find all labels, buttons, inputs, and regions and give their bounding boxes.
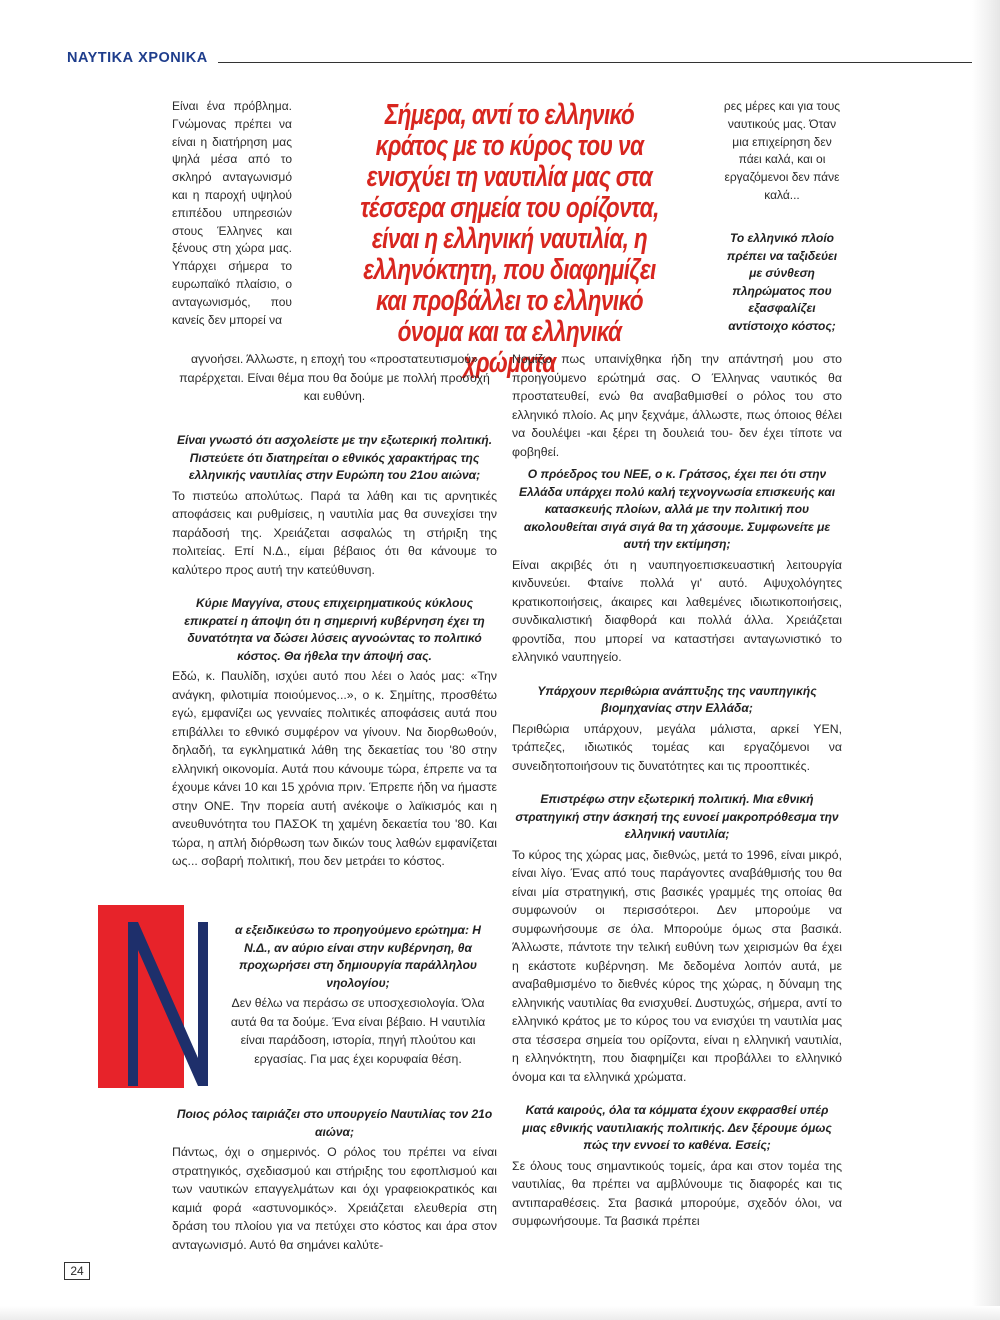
question: Κατά καιρούς, όλα τα κόμματα έχουν εκφρασθεί υπέρ μιας εθνικής ναυτιλιακής πολιτικής. Δεν ξέρουμε όμως πώς την εννοεί το καθένα. Εσείς; <box>522 1103 832 1152</box>
right-intro-answer: Νομίζω πως υπαινίχθηκα ήδη την απάντησή μου στο προηγούμενο ερώτημά σας. Ο Έλληνας ναυτικός θα προστατευθεί, ενώ θα αναβαθμισθεί ο ρόλος του στο ελληνικό πλοίο. Ας μην ξεχνάμε, άλλωστε, πως όποιος θέλει να δουλέψει -και ξέρει τη δουλειά του- δεν έχει τίποτε να φοβηθεί. <box>512 352 842 459</box>
left-final-qa <box>172 1106 497 1254</box>
answer: Δεν θέλω να περάσω σε υποσχεσιολογία. Όλα αυτά θα τα δούμε. Ένα είναι βέβαιο. Η ναυτιλία είναι παράδοση, ιστορία, πηγή πλούτου και εργασίας. Για μας έχει κορυφαία θέση. <box>230 996 486 1066</box>
drop-qa-block <box>222 922 494 1068</box>
question: Είναι γνωστό ότι ασχολείστε με την εξωτερική πολιτική. Πιστεύετε ότι διατηρείται ο εθνικός χαρακτήρας της ελληνικής ναυτιλίας στην Ευρώπη του 21ου αιώνα; <box>176 433 493 482</box>
pull-quote: Σήμερα, αντί το ελληνικό κράτος με το κύρος του να ενισχύει τη ναυτιλία μας στα τέσσερα σημεία του ορίζοντα, είναι η ελληνική ναυτιλία, η ελληνόκτητη, που διαφημίζει και προβάλλει το ελληνικό όνομα και τα ελληνικά χρώματα <box>360 99 659 379</box>
left-intro-narrow: Είναι ένα πρόβλημα. Γνώμονας πρέπει να είναι η διατήρηση μας ψηλά μέσα από το σκληρό ανταγωνισμό και η παροχή υψηλού επιπέδου υπηρεσιών στους Έλληνες και ξένους στη χώρα μας. Υπάρχει σήμερα το ευρωπαϊκό πλαίσιο, ο ανταγωνισμός, που κανείς δεν μπορεί να <box>172 99 292 327</box>
left-qa-column <box>172 432 497 871</box>
question: Το ελληνικό πλοίο πρέπει να ταξιδεύει με σύνθεση πληρώματος που εξασφαλίζει αντίστοιχο κόστος; <box>726 231 838 333</box>
header-rule <box>218 62 972 63</box>
page-bottom-shadow <box>0 1306 1000 1320</box>
page-number: 24 <box>64 1262 90 1280</box>
question: Ποιος ρόλος ταιριάζει στο υπουργείο Ναυτιλίας τον 21ο αιώνα; <box>176 1107 493 1139</box>
answer: Εδώ, κ. Παυλίδη, ισχύει αυτό που λέει ο λαός μας: «Την ανάγκη, φιλοτιμία ποιούμενος...», ο κ. Σημίτης, προσθέτω εγώ, εμφανίζει ως γενναίες πολιτικές αποφάσεις αυτά που επιβάλλει το εθνικό συμφέρον να γίνουν. Να διορθωθούν, δηλαδή, τα εγκληματικά λάθη της δεκαετίας του '80 στην ελληνική οικονομία. Αυτά που κάνουμε τώρα, έπρεπε να τα έχουμε κάνει 10 και 15 χρόνια πριν. Έπρεπε ήδη να ήμαστε στην ΟΝΕ. Την πορεία αυτή ανέκοψε ο λαϊκισμός και η ανευθυνότητα του ΠΑΣΟΚ τη χαμένη δεκαετία του '80. Και τώρα, η απλή διόρθωση των δικών τους λαθών εμφανίζεται ως... σοβαρή πολιτική, που δεν μετράει το κόστος. <box>172 669 497 868</box>
question: Επιστρέφω στην εξωτερική πολιτική. Μια εθνική στρατηγική στην άσκησή της ευνοεί μακροπρόθεσμα την ελληνική ναυτιλία; <box>515 792 839 841</box>
right-intro-narrow: ρες μέρες και για τους ναυτικούς μας. Όταν μια επιχείρηση δεν πάει καλά, και οι εργαζόμενοι δεν πάνε καλά... <box>723 99 841 202</box>
answer: Το κύρος της χώρας μας, διεθνώς, μετά το 1996, είναι μικρό, είναι λίγο. Ένας από τους παράγοντες αναβάθμισής του θα είναι μία στρατηγική, στις βασικές γραμμές της οποίας θα συμφωνούν οι περισσότεροι. Δεν μπορούμε να συμφωνήσουμε σε όλα. Μπορούμε όμως στα βασικά. Άλλωστε, πάντοτε την τελική ευθύνη των χειρισμών θα έχει η εκάστοτε κυβέρνηση. Με δεδομένα λοιπόν αυτά, με αναβαθμισμένο το διεθνές κύρος της χώρας, η δύναμη της ελληνικής ναυτιλίας θα ενισχυθεί. Δυστυχώς, σήμερα, αντί το ελληνικό κράτος με το κύρος του να ενισχύει τη ναυτιλία μας στα τέσσερα σημεία του ορίζοντα, είναι η ελληνική ναυτιλία, η ελληνόκτητη, που διαφημίζει και προβάλλει το ελληνικό όνομα και τα ελληνικά χρώματα. <box>512 847 842 1084</box>
right-narrow-question-block <box>722 230 842 335</box>
left-intro-wide: αγνοήσει. Άλλωστε, η εποχή του «προστατευτισμού» παρέρχεται. Είναι θέμα που θα δούμε με πολλή προσοχή και ευθύνη. <box>179 352 490 403</box>
answer: Περιθώρια υπάρχουν, μεγάλα μάλιστα, αρκεί ΥΕΝ, τράπεζες, ιδιωτικός τομέας και εργαζόμενοι να συνειδητοποιήσουν τις δυνατότητες και τις προοπτικές. <box>512 721 842 773</box>
page-edge-shadow <box>972 0 1000 1320</box>
magazine-header: ΝΑΥΤΙΚΑ ΧΡΟΝΙΚΑ <box>67 50 208 66</box>
right-qa-column <box>512 466 842 1231</box>
question: Κύριε Μαγγίνα, στους επιχειρηματικούς κύκλους επικρατεί η άποψη ότι η σημερινή κυβέρνηση έχει τη δυνατότητα να δώσει λύσεις αγνοώντας το πολιτικό κόστος. Θα ήθελα την άποψή σας. <box>184 596 485 663</box>
question: Ο πρόεδρος του ΝΕΕ, ο κ. Γράτσος, έχει πει ότι στην Ελλάδα υπάρχει πολύ καλή τεχνογνωσία επισκευής και κατασκευής πλοίων, αλλά με την πολιτική που ακολουθείται σιγά σιγά θα τη χάσουμε. Συμφωνείτε με αυτή την εκτίμηση; <box>518 467 836 551</box>
answer: Πάντως, όχι ο σημερινός. Ο ρόλος του πρέπει να είναι στρατηγικός, σχεδιασμού και στήριξης του εφοπλισμού και των ναυτικών επαγγελμάτων και όχι γραφειοκρατικός και καμιά φορά «αστυνομικός». Χρειάζεται ελευθερία στη δράση του πλοίου για να πετύχει στο κόστος και άρα στον ανταγωνισμό. Αυτό θα σημάνει καλύτε- <box>172 1145 497 1252</box>
answer: Σε όλους τους σημαντικούς τομείς, άρα και στον τομέα της ναυτιλίας, θα πρέπει να αμβλύνουμε τις διαφορές και τις αντιπαραθέσεις. Στα βασικά μπορούμε, σχεδόν όλοι, να συμφωνήσουμε. Τα βασικά πρέπει <box>512 1158 842 1228</box>
question: α εξειδικεύσω το προηγούμενο ερώτημα: Η Ν.Δ., αν αύριο είναι στην κυβέρνηση, θα προχωρήσει στη δημιουργία παράλληλου νηολογίου; <box>235 923 481 990</box>
drop-cap-letter-n <box>122 918 214 1088</box>
answer: Είναι ακριβές ότι η ναυπηγοεπισκευαστική λειτουργία κινδυνεύει. Φταίνε πολλά γι' αυτό. Αψυχολόγητες κρατικοποιήσεις, άκαιρες και λαθεμένες ιδιωτικοποιήσεις, συνδικαλιστική διαφθορά και πολλά άλλα. Χρειάζεται φροντίδα, που μπορεί να καταστήσει ανταγωνιστικό το ελληνικό ναυπηγείο. <box>512 557 842 664</box>
answer: Το πιστεύω απολύτως. Παρά τα λάθη και τις αρνητικές αποφάσεις και ρυθμίσεις, η ναυτιλία μας θα συνεχίσει την παράδοσή της. Χρειάζεται ασφαλώς τη στήριξη της πολιτείας. Επί Ν.Δ., είμαι βέβαιος ότι θα κάνουμε το καλύτερο προς αυτή την κατεύθυνση. <box>172 488 497 577</box>
question: Υπάρχουν περιθώρια ανάπτυξης της ναυπηγικής βιομηχανίας στην Ελλάδα; <box>537 683 817 715</box>
